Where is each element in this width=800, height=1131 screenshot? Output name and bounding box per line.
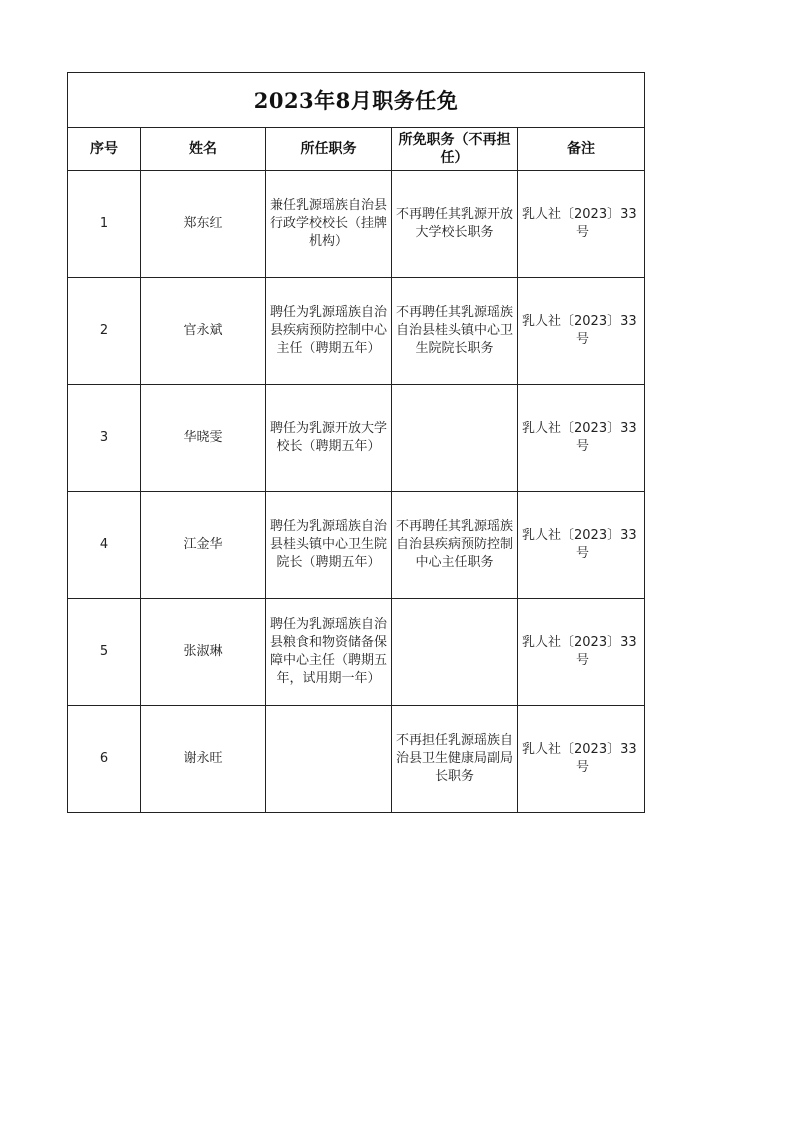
- cell-seq: 4: [68, 492, 141, 599]
- cell-seq: 1: [68, 171, 141, 278]
- cell-note: [518, 171, 645, 278]
- cell-position: 聘任为乳源瑶族自治县桂头镇中心卫生院院长（聘期五年）: [266, 492, 392, 599]
- header-position: 所任职务: [266, 128, 392, 171]
- note-suffix: 号: [576, 225, 590, 240]
- note-document-number: 乳人社〔2023〕33: [522, 314, 637, 329]
- cell-seq: 3: [68, 385, 141, 492]
- cell-name: 江金华: [141, 492, 266, 599]
- cell-removed: 不再聘任其乳源瑶族自治县桂头镇中心卫生院院长职务: [392, 278, 518, 385]
- cell-seq: 6: [68, 706, 141, 813]
- header-note: 备注: [518, 128, 645, 171]
- note-document-number: 乳人社〔2023〕33: [522, 742, 637, 757]
- cell-name: 华晓雯: [141, 385, 266, 492]
- table-row: [68, 385, 645, 492]
- note-document-number: 乳人社〔2023〕33: [522, 421, 637, 436]
- header-name: 姓名: [141, 128, 266, 171]
- table-row: [68, 492, 645, 599]
- note-document-number: 乳人社〔2023〕33: [522, 528, 637, 543]
- cell-name: 谢永旺: [141, 706, 266, 813]
- note-suffix: 号: [576, 439, 590, 454]
- cell-removed: [392, 599, 518, 706]
- table-row: [68, 706, 645, 813]
- note-suffix: 号: [576, 332, 590, 347]
- appointment-sheet: [67, 72, 644, 813]
- page-title: 2023年8月职务任免: [68, 73, 645, 128]
- cell-position: 聘任为乳源瑶族自治县疾病预防控制中心主任（聘期五年）: [266, 278, 392, 385]
- cell-name: 张淑琳: [141, 599, 266, 706]
- cell-note: [518, 492, 645, 599]
- cell-seq: 2: [68, 278, 141, 385]
- note-document-number: 乳人社〔2023〕33: [522, 635, 637, 650]
- cell-position: 聘任为乳源瑶族自治县粮食和物资储备保障中心主任（聘期五年，试用期一年）: [266, 599, 392, 706]
- cell-position: 聘任为乳源开放大学校长（聘期五年）: [266, 385, 392, 492]
- table-row: [68, 599, 645, 706]
- header-seq: 序号: [68, 128, 141, 171]
- cell-seq: 5: [68, 599, 141, 706]
- cell-position: [266, 706, 392, 813]
- header-row: [68, 128, 645, 171]
- cell-removed: 不再担任乳源瑶族自治县卫生健康局副局长职务: [392, 706, 518, 813]
- cell-removed: [392, 385, 518, 492]
- cell-removed: 不再聘任其乳源开放大学校长职务: [392, 171, 518, 278]
- table-row: [68, 278, 645, 385]
- cell-name: 郑东红: [141, 171, 266, 278]
- cell-note: [518, 278, 645, 385]
- note-suffix: 号: [576, 653, 590, 668]
- note-document-number: 乳人社〔2023〕33: [522, 207, 637, 222]
- cell-note: [518, 706, 645, 813]
- appointment-table: [67, 72, 645, 813]
- note-suffix: 号: [576, 546, 590, 561]
- cell-position: 兼任乳源瑶族自治县行政学校校长（挂牌机构）: [266, 171, 392, 278]
- cell-note: [518, 385, 645, 492]
- table-row: [68, 171, 645, 278]
- title-row: [68, 73, 645, 128]
- note-suffix: 号: [576, 760, 590, 775]
- cell-name: 官永斌: [141, 278, 266, 385]
- header-removed: 所免职务（不再担任）: [392, 128, 518, 171]
- cell-note: [518, 599, 645, 706]
- cell-removed: 不再聘任其乳源瑶族自治县疾病预防控制中心主任职务: [392, 492, 518, 599]
